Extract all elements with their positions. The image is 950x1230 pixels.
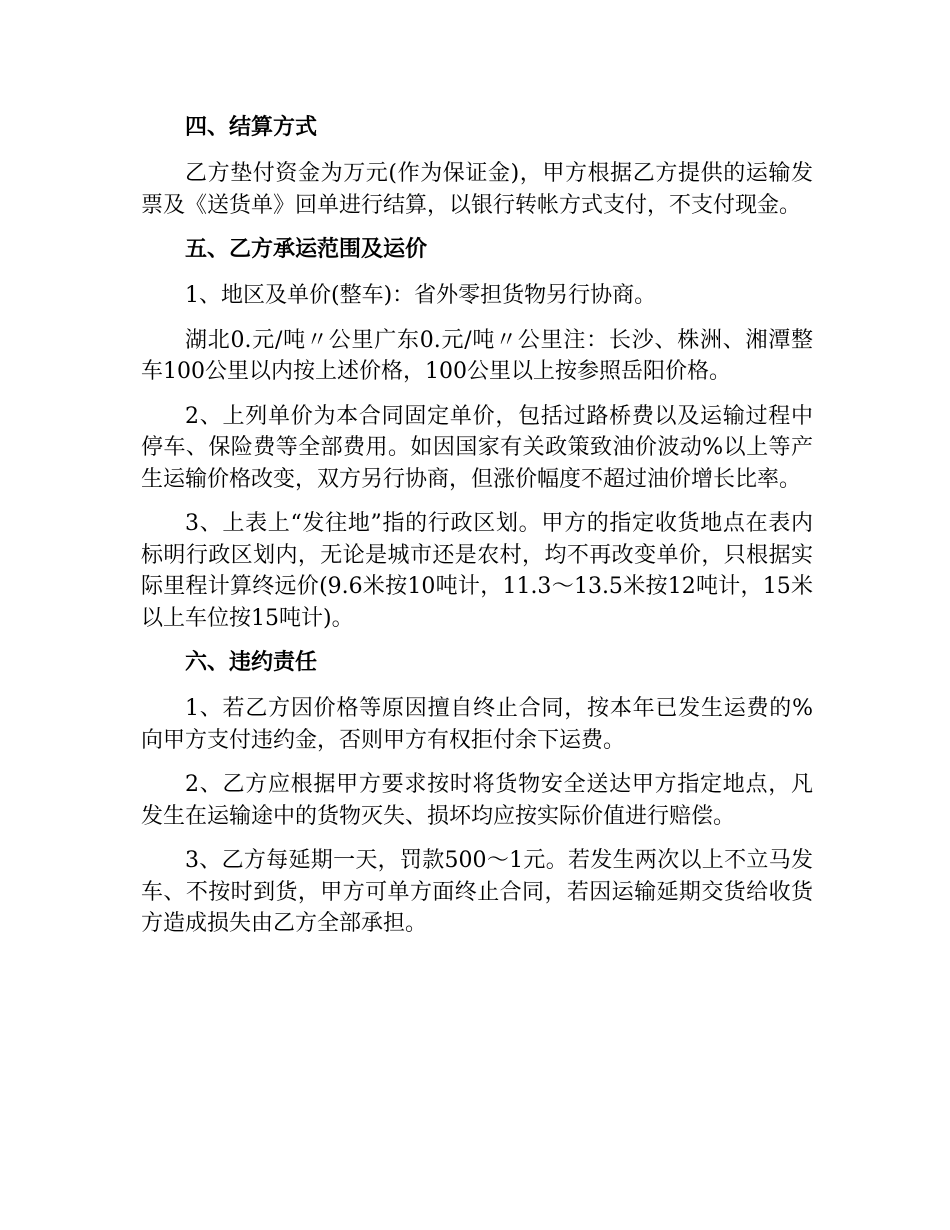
section-transport-scope	[141, 234, 813, 634]
paragraph: 乙方垫付资金为万元(作为保证金)，甲方根据乙方提供的运输发票及《送货单》回单进行结算，以银行转帐方式支付，不支付现金。	[141, 161, 813, 218]
section-heading: 五、乙方承运范围及运价	[185, 237, 428, 262]
paragraph: 湖北0.元/吨〃公里广东0.元/吨〃公里注：长沙、株洲、湘潭整车100公里以内按上述价格，100公里以上按参照岳阳价格。	[141, 327, 813, 384]
document-page	[141, 112, 813, 953]
paragraph: 1、地区及单价(整车)：省外零担货物另行协商。	[185, 283, 657, 308]
section-settlement	[141, 112, 813, 221]
paragraph: 3、乙方每延期一天，罚款500～1元。若发生两次以上不立马发车、不按时到货，甲方可单方面终止合同，若因运输延期交货给收货方造成损失由乙方全部承担。	[141, 848, 813, 936]
paragraph: 2、乙方应根据甲方要求按时将货物安全送达甲方指定地点，凡发生在运输途中的货物灭失、损坏均应按实际价值进行赔偿。	[141, 772, 813, 829]
paragraph: 2、上列单价为本合同固定单价，包括过路桥费以及运输过程中停车、保险费等全部费用。如因国家有关政策致油价波动%以上等产生运输价格改变，双方另行协商，但涨价幅度不超过油价增长比率。	[141, 403, 813, 492]
section-heading: 六、违约责任	[185, 650, 318, 675]
section-breach-liability	[141, 647, 813, 940]
paragraph: 1、若乙方因价格等原因擅自终止合同，按本年已发生运费的%向甲方支付违约金，否则甲方有权拒付余下运费。	[141, 696, 813, 753]
paragraph: 3、上表上“发往地”指的行政区划。甲方的指定收货地点在表内标明行政区划内，无论是城市还是农村，均不再改变单价，只根据实际里程计算终远价(9.6米按10吨计，11.3～13.5米按12吨计，15米以上车位按15吨计)。	[141, 511, 813, 631]
section-heading: 四、结算方式	[185, 115, 318, 140]
